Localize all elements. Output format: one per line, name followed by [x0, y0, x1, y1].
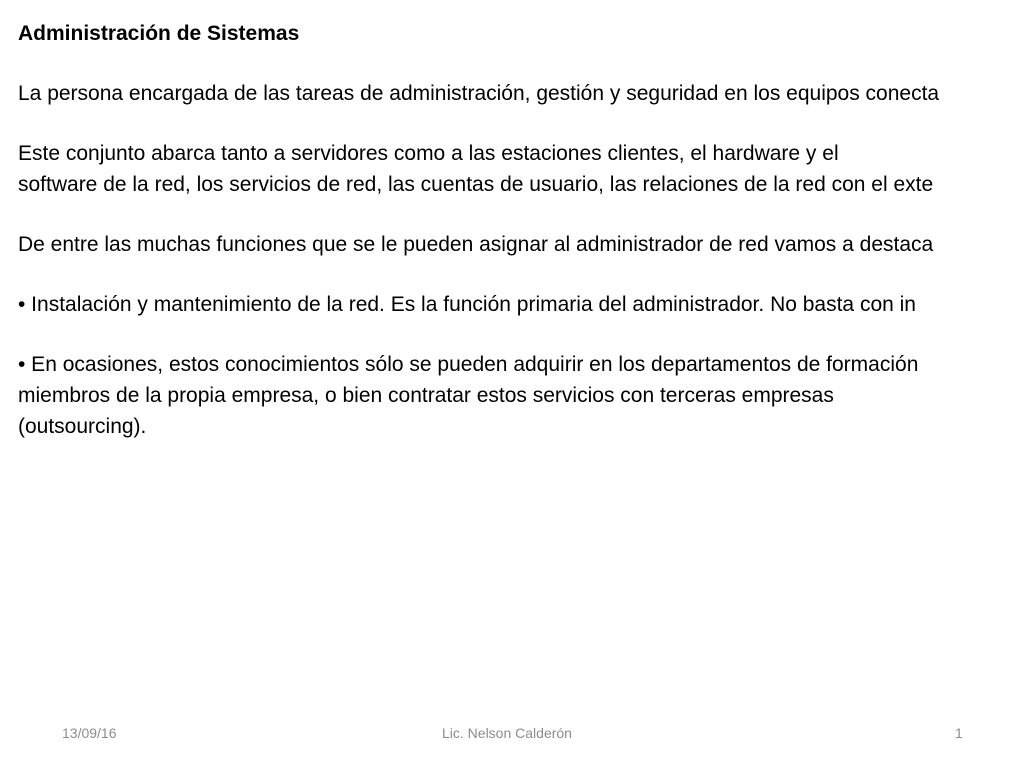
spacer [18, 109, 1024, 138]
paragraph-scope-line-2: software de la red, los servicios de red, las cuentas de usuario, las relaciones de la red con el exte [18, 173, 934, 196]
spacer [18, 200, 1024, 229]
spacer [18, 49, 1024, 78]
footer-author: Lic. Nelson Calderón [442, 725, 572, 741]
paragraph-scope-line-1: Este conjunto abarca tanto a servidores como a las estaciones clientes, el hardware y el [18, 142, 839, 165]
slide-content [18, 18, 1024, 442]
paragraph-functions: De entre las muchas funciones que se le pueden asignar al administrador de red vamos a destaca [18, 233, 934, 256]
slide-title: Administración de Sistemas [18, 22, 300, 45]
footer-date: 13/09/16 [62, 725, 117, 741]
bullet-installation: • Instalación y mantenimiento de la red. Es la función primaria del administrador. No basta con in [18, 293, 916, 316]
spacer [18, 260, 1024, 289]
paragraph-definition: La persona encargada de las tareas de administración, gestión y seguridad en los equipos conecta [18, 82, 940, 105]
bullet-training-line-3: (outsourcing). [18, 415, 147, 438]
spacer [18, 320, 1024, 349]
bullet-training-line-2: miembros de la propia empresa, o bien contratar estos servicios con terceras empresas [18, 384, 834, 407]
bullet-training-line-1: • En ocasiones, estos conocimientos sólo se pueden adquirir en los departamentos de formación [18, 353, 919, 376]
footer-page-number: 1 [955, 725, 963, 741]
